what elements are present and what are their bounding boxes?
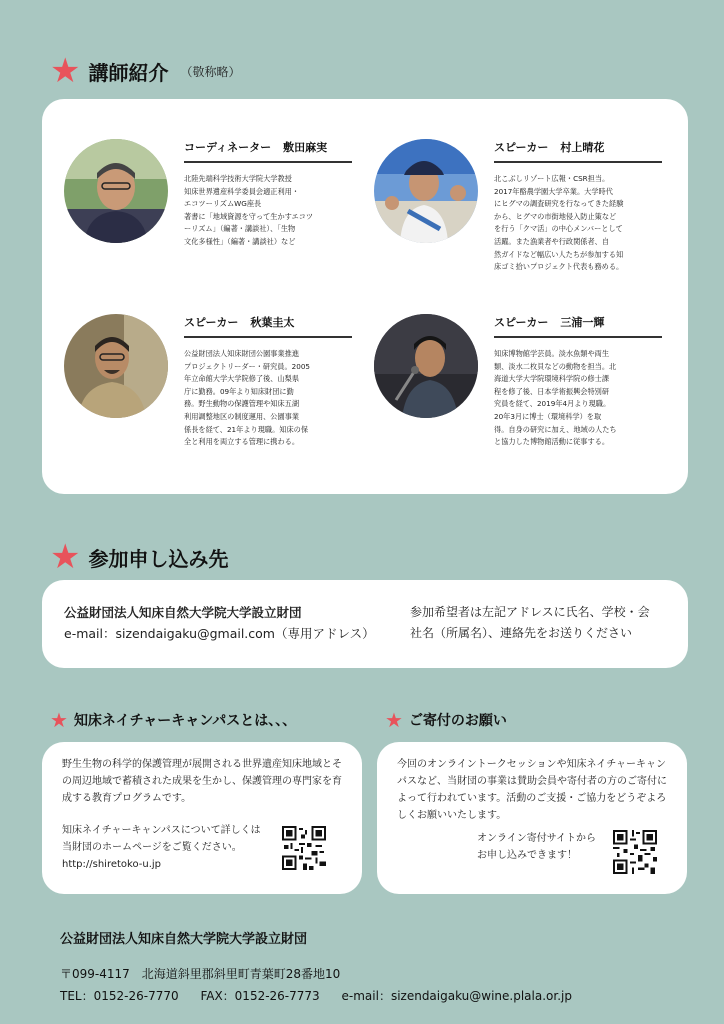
contact-instruction: 参加希望者は左記アドレスに氏名、学校・会社名（所属名）、連絡先をお送りください	[410, 605, 650, 640]
speaker-name: 秋葉圭太	[250, 316, 295, 329]
contact-email[interactable]: e-mail：sizendaigaku@gmail.com（専用アドレス）	[64, 626, 375, 641]
speaker-role: スピーカー	[184, 316, 239, 329]
star-icon: ★	[50, 708, 68, 732]
footer-address: 〒099-4117 北海道斜里郡斜里町青葉町28番地10	[60, 967, 341, 981]
footer-org: 公益財団法人知床自然大学院大学設立財団	[60, 932, 308, 947]
speaker-card	[64, 314, 364, 474]
speaker-card	[64, 139, 364, 299]
contact-org: 公益財団法人知床自然大学院大学設立財団	[64, 605, 302, 620]
qr-code-icon[interactable]	[282, 826, 326, 870]
speaker-photo	[374, 314, 478, 418]
donate-header	[385, 710, 507, 730]
speakers-card	[42, 99, 688, 494]
speakers-title: 講師紹介	[88, 60, 169, 85]
speaker-photo	[64, 314, 168, 418]
star-icon: ★	[50, 537, 81, 577]
speaker-name: 三浦一輝	[560, 316, 605, 329]
contact-card	[42, 580, 688, 668]
star-icon: ★	[50, 51, 81, 91]
about-body: 野生生物の科学的保護管理が展開される世界遺産知床地域とその周辺地域で蓄積された成果を生かし、保護管理の専門家を育成する教育プログラムです。	[62, 759, 342, 804]
star-icon: ★	[385, 708, 403, 732]
donate-body: 今回のオンライントークセッションや知床ネイチャーキャンパスなど、当財団の事業は賛助会員や寄付者の方のご寄付によって行われています。活動のご支援・ご協力をどうぞよろしくお願いいたします。	[397, 759, 667, 821]
footer-email[interactable]: e-mail：sizendaigaku@wine.plala.or.jp	[341, 989, 572, 1003]
footer	[60, 928, 590, 1007]
about-title: 知床ネイチャーキャンパスとは、、、	[73, 713, 297, 729]
speaker-bio: 知床博物館学芸員。淡水魚類や両生 類、淡水二枚貝などの動物を担当。北 海道大学大学院環境科学院の修士課 程を修了後、日本学術振興会特別研 究員を経て、2019年4月より現職。 20年3月に博士（環境科学）を取 得。自身の研究に加え、地域の人たち と協力した博物館活動に従事する。	[494, 349, 617, 447]
qr-code-icon[interactable]	[613, 830, 657, 874]
speaker-card	[374, 139, 674, 299]
speakers-note: （敬称略）	[180, 64, 241, 79]
speaker-card	[374, 314, 674, 474]
donate-online: オンライン寄付サイトから お申し込みできます！	[477, 833, 596, 861]
speaker-bio: 公益財団法人知床財団公園事業推進 プロジェクトリーダー・研究員。2005 年立命館大学大学院修了後、山梨県 庁に勤務。09年より知床財団に勤 務。野生動物の保護管理や知床五湖 利用調整地区の制度運用、公園事業 係長を経て、21年より現職。知床の保 全と利用を両立する管理に携わる。	[184, 349, 310, 447]
footer-fax: FAX：0152-26-7773	[200, 989, 320, 1003]
apply-section-header	[50, 537, 229, 577]
about-header	[50, 710, 296, 730]
speaker-name: 敷田麻実	[283, 141, 328, 154]
speaker-role: スピーカー	[494, 141, 549, 154]
apply-title: 参加申し込み先	[88, 546, 229, 571]
speaker-bio: 北陸先端科学技術大学院大学教授 知床世界遺産科学委員会適正利用・ エコツーリズムWG座長 著書に「地域資源を守って生かすエコツ ーリズム」（編著・講談社）、「生物 文化多様性」（編著・講談社）など	[184, 174, 314, 246]
speaker-bio: 北こぶしリゾート広報・CSR担当。 2017年酪農学園大学卒業。大学時代 にヒグマの調査研究を行なってきた経験 から、ヒグマの市街地侵入防止策など を行う「クマ活」の中心メンバーとして 活躍。また漁業者や行政関係者、自 然ガイドなど幅広い人たちが参加する知 床ゴミ拾いプロジェクト代表も務める。	[494, 174, 624, 272]
footer-tel: TEL：0152-26-7770	[60, 989, 179, 1003]
speakers-section-header	[50, 51, 241, 91]
speaker-name: 村上晴花	[560, 141, 605, 154]
speaker-role: コーディネーター	[184, 141, 272, 154]
about-card	[42, 742, 362, 894]
speaker-photo	[374, 139, 478, 243]
speaker-photo	[64, 139, 168, 243]
donate-card	[377, 742, 687, 894]
speaker-role: スピーカー	[494, 316, 549, 329]
donate-title: ご寄付のお願い	[408, 713, 507, 729]
about-more[interactable]: 知床ネイチャーキャンパスについて詳しくは 当財団のホームページをご覧ください。 http://shiretoko-u.jp	[62, 825, 261, 870]
